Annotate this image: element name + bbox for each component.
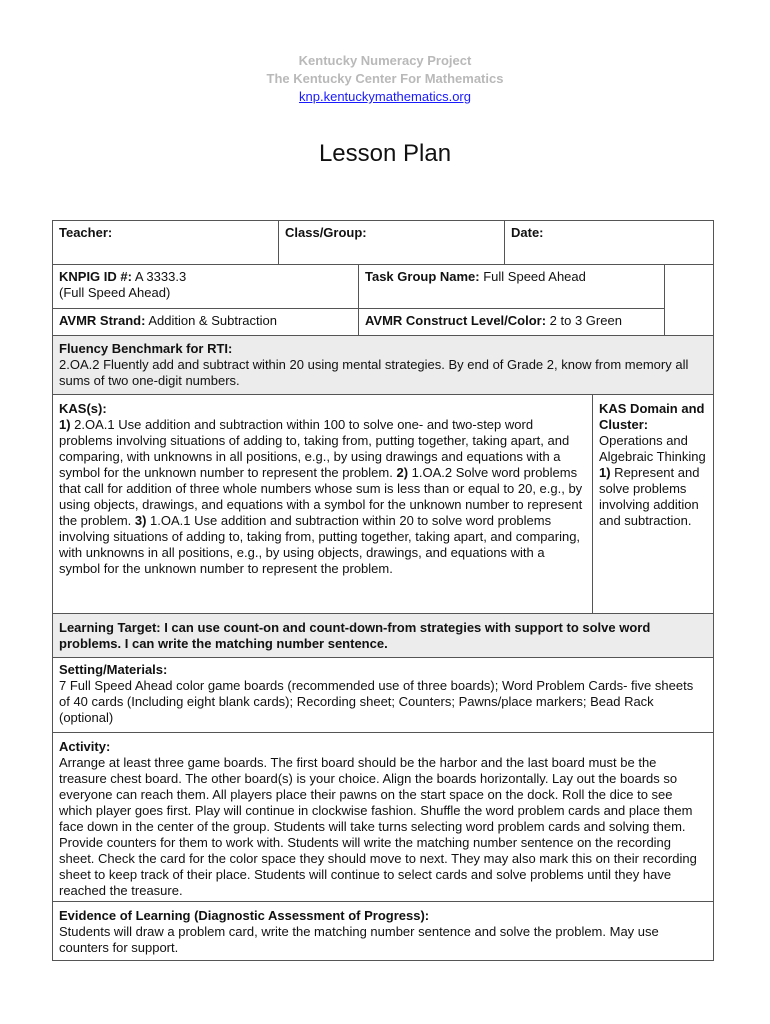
- kas-domain-number: 1): [599, 465, 611, 480]
- task-group-cell: [358, 264, 665, 309]
- fluency-benchmark-cell: [52, 335, 714, 395]
- kas-cell: [52, 394, 593, 614]
- date-label: Date:: [511, 225, 544, 240]
- activity-label: Activity:: [59, 739, 111, 754]
- header-center-name: The Kentucky Center For Mathematics: [266, 71, 504, 86]
- evidence-text: Students will draw a problem card, write the matching number sentence and solve the problem. May use counters for support.: [59, 924, 659, 955]
- kas-standard-3: 1.OA.1 Use addition and subtraction within 20 to solve word problems involving situations of adding to, taking from, putting together, taking apart, and comparing, with unknowns in all positions, e.g., by using objects, drawings, and equations with a symbol for the unknown number to represent the problem.: [59, 513, 581, 576]
- kas-standard-1: 2.OA.1 Use addition and subtraction within 100 to solve one- and two-step word problems involving situations of adding to, taking from, putting together, taking apart, and comparing, with unknowns in all positions, e.g., by using drawings and equations with a symbol for the unknown number to represent the problem.: [59, 417, 570, 480]
- kas-text: [59, 417, 586, 577]
- kas-number-2: 2): [396, 465, 409, 480]
- knpig-value-subtitle: (Full Speed Ahead): [59, 285, 171, 300]
- activity-cell: [52, 732, 714, 902]
- kas-standard-2: 1.OA.2 Solve word problems that call for addition of three whole numbers whose sum is less than or equal to 20, e.g., by using objects, drawings, and equations with a symbol for the unknown number to represent the problem.: [59, 465, 583, 528]
- date-cell[interactable]: [504, 220, 714, 265]
- fluency-label: Fluency Benchmark for RTI:: [59, 341, 233, 356]
- kas-domain-cell: [592, 394, 714, 614]
- avmr-construct-cell: [358, 308, 665, 336]
- avmr-construct-label: AVMR Construct Level/Color:: [365, 313, 547, 328]
- avmr-strand-cell: [52, 308, 359, 336]
- setting-label: Setting/Materials:: [59, 662, 168, 677]
- evidence-cell: [52, 901, 714, 961]
- page-title: Lesson Plan: [318, 140, 452, 167]
- header-website-link[interactable]: knp.kentuckymathematics.org: [299, 89, 471, 104]
- learning-target-text: Learning Target: I can use count-on and count-down-from strategies with support to solve word problems. I can write the matching number sentence.: [59, 620, 651, 651]
- knpig-value: A 3333.3: [131, 269, 187, 284]
- class-group-label: Class/Group:: [285, 225, 367, 240]
- document-header: [0, 52, 770, 106]
- evidence-label: Evidence of Learning (Diagnostic Assessment of Progress):: [59, 908, 430, 923]
- setting-materials-cell: [52, 657, 714, 733]
- task-group-value: Full Speed Ahead: [479, 269, 586, 284]
- teacher-cell[interactable]: [52, 220, 279, 265]
- class-group-cell[interactable]: [278, 220, 505, 265]
- setting-text: 7 Full Speed Ahead color game boards (recommended use of three boards); Word Problem Cards- five sheets of 40 cards (Including eight blank cards); Recording sheet; Counters; Pawns/place markers; Bead Rack (optional): [59, 678, 694, 725]
- knpig-label: KNPIG ID #:: [59, 269, 132, 284]
- task-group-label: Task Group Name:: [365, 269, 480, 284]
- avmr-construct-value: 2 to 3 Green: [546, 313, 622, 328]
- kas-domain-text: Operations and Algebraic Thinking: [599, 433, 706, 464]
- kas-number-1: 1): [59, 417, 71, 432]
- kas-domain-cluster-text: Represent and solve problems involving addition and subtraction.: [599, 465, 700, 528]
- empty-cell: [664, 264, 714, 336]
- teacher-label: Teacher:: [59, 225, 113, 240]
- kas-domain-label: KAS Domain and Cluster:: [599, 401, 705, 432]
- knpig-cell: [52, 264, 359, 309]
- fluency-text: 2.OA.2 Fluently add and subtract within 20 using mental strategies. By end of Grade 2, know from memory all sums of two one-digit numbers.: [59, 357, 689, 388]
- header-project-name: Kentucky Numeracy Project: [298, 53, 472, 68]
- learning-target-cell: [52, 613, 714, 658]
- avmr-strand-label: AVMR Strand:: [59, 313, 146, 328]
- kas-number-3: 3): [134, 513, 147, 528]
- avmr-strand-value: Addition & Subtraction: [145, 313, 277, 328]
- activity-text: Arrange at least three game boards. The first board should be the harbor and the last board must be the treasure chest board. The other board(s) is your choice. Align the boards horizontally. Lay out the boards so everyone can reach them. All players place their pawns on the start space on the dock. Roll the dice to see which player goes first. Play will continue in clockwise fashion. Shuffle the word problem cards and place them face down in the center of the group. Students will take turns selecting word problem cards and solving them. Provide counters for them to work with. Students will write the matching number sentence on the recording sheet. Check the card for the color space they should move to next. They may also mark this on their recording sheet to keep track of their place. Students will continue to select cards and solve problems until they have reached the treasure.: [59, 755, 697, 898]
- kas-label: KAS(s):: [59, 401, 107, 416]
